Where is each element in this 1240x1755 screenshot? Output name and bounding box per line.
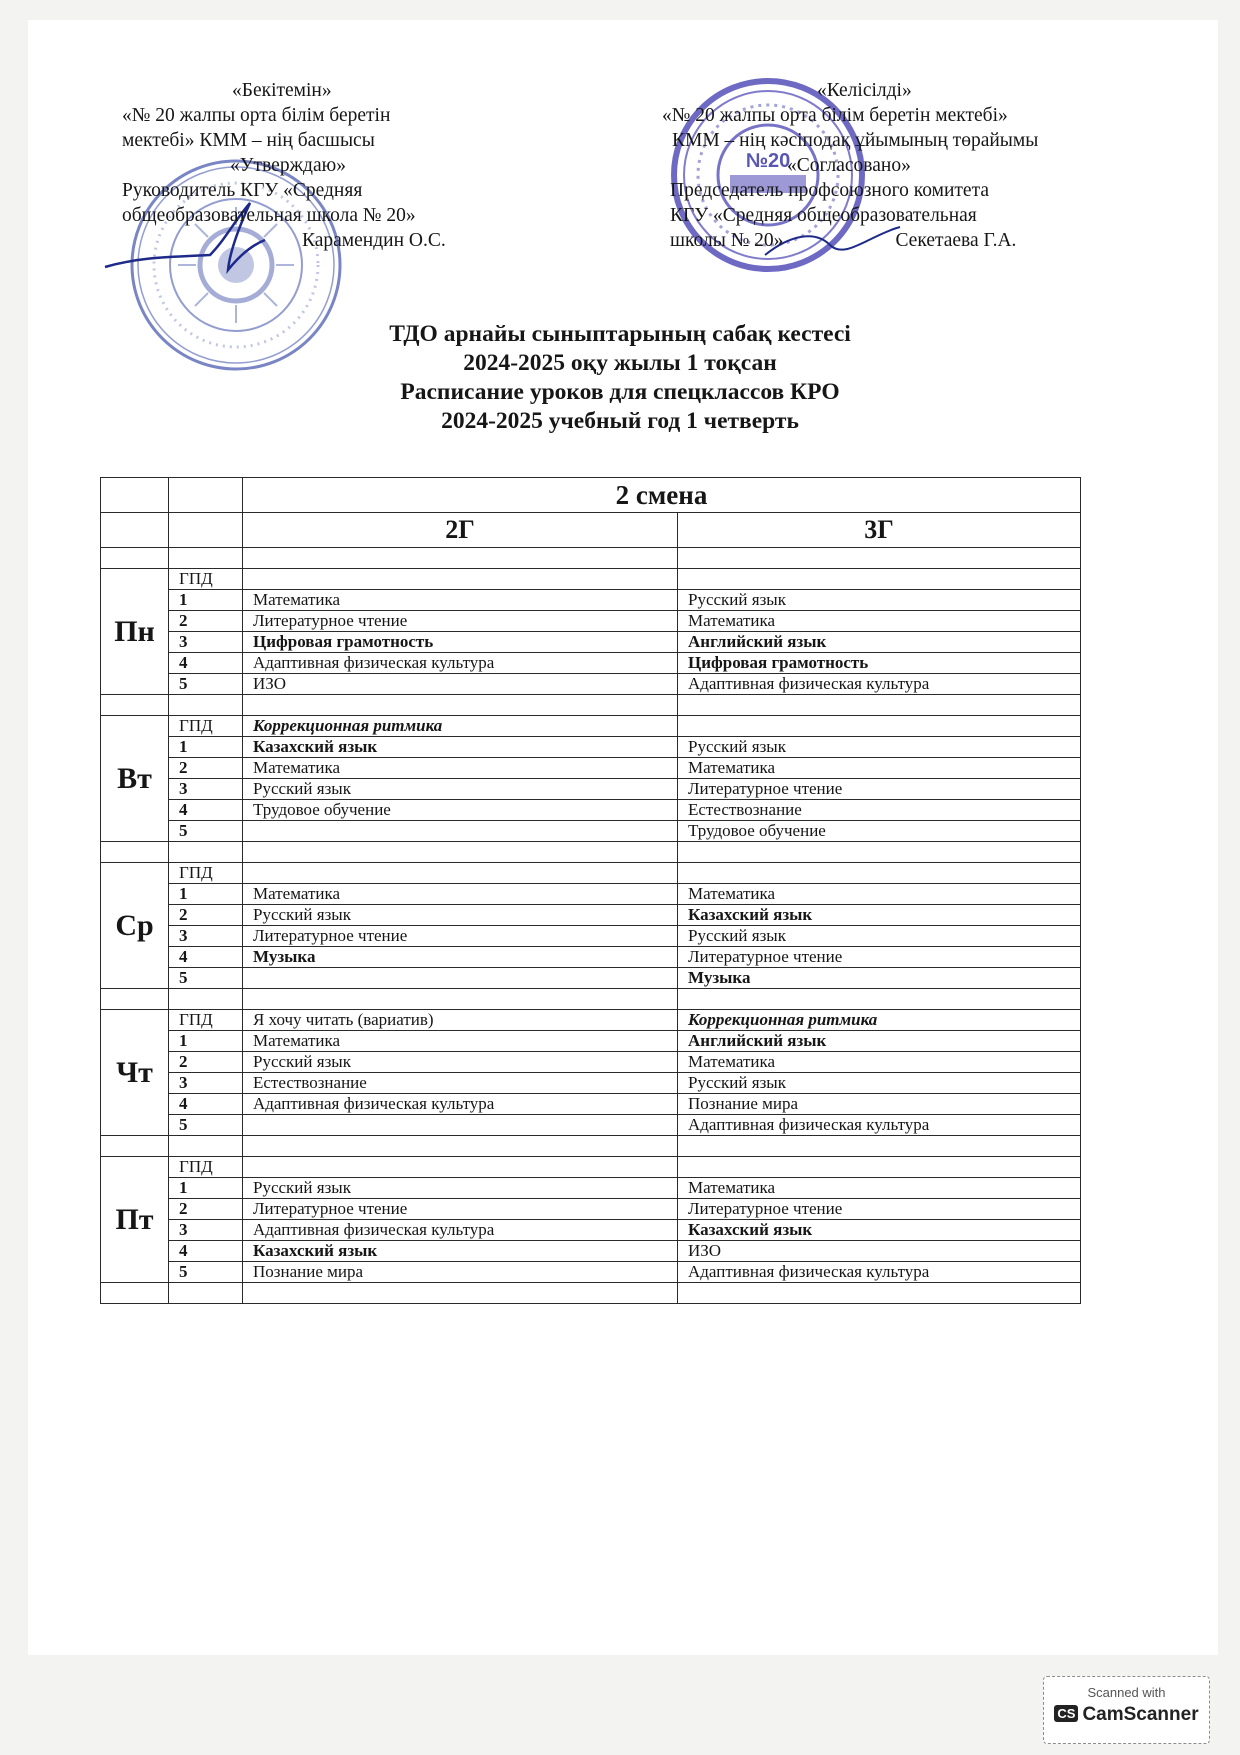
day-label: Пн: [101, 569, 169, 695]
spacer-cell: [678, 842, 1081, 863]
camscanner-logo-icon: CS: [1054, 1705, 1078, 1722]
spacer-cell: [678, 989, 1081, 1010]
spacer-row: [101, 989, 1081, 1010]
day-label: Чт: [101, 1010, 169, 1136]
lesson-2g: [243, 968, 678, 989]
lesson-2g: Математика: [243, 884, 678, 905]
header-blank-cell: [101, 513, 169, 548]
spacer-cell: [243, 1136, 678, 1157]
lesson-number: 1: [169, 1031, 243, 1052]
lesson-2g: [243, 1157, 678, 1178]
lesson-2g: Литературное чтение: [243, 926, 678, 947]
lesson-number: 3: [169, 779, 243, 800]
spacer-cell: [169, 1136, 243, 1157]
lesson-number: 1: [169, 1178, 243, 1199]
lesson-row: [101, 1010, 1081, 1031]
lesson-3g: Трудовое обучение: [678, 821, 1081, 842]
lesson-2g: [243, 863, 678, 884]
title-line-4: 2024-2025 учебный год 1 четверть: [441, 408, 799, 434]
camscanner-badge: [1043, 1676, 1210, 1744]
lesson-row: [101, 653, 1081, 674]
spacer-cell: [243, 548, 678, 569]
lesson-number: 5: [169, 821, 243, 842]
lesson-2g: Литературное чтение: [243, 1199, 678, 1220]
lesson-number: ГПД: [169, 716, 243, 737]
lesson-3g: Литературное чтение: [678, 947, 1081, 968]
lesson-row: [101, 1094, 1081, 1115]
spacer-row: [101, 842, 1081, 863]
spacer-cell: [678, 1283, 1081, 1304]
spacer-cell: [169, 989, 243, 1010]
lesson-3g: Музыка: [678, 968, 1081, 989]
lesson-number: 4: [169, 800, 243, 821]
camscanner-brand: [1044, 1704, 1209, 1726]
lesson-number: 5: [169, 1115, 243, 1136]
class-header-2g: 2Г: [243, 513, 678, 548]
lesson-2g: Я хочу читать (вариатив): [243, 1010, 678, 1031]
spacer-cell: [101, 695, 169, 716]
lesson-row: [101, 1241, 1081, 1262]
lesson-row: [101, 590, 1081, 611]
approval-left-signatory: Карамендин О.С.: [302, 230, 446, 251]
approval-right-line-6: КГУ «Средняя общеобразовательная: [670, 205, 977, 226]
lesson-3g: Русский язык: [678, 737, 1081, 758]
lesson-number: 4: [169, 1094, 243, 1115]
lesson-number: 1: [169, 590, 243, 611]
lesson-row: [101, 884, 1081, 905]
lesson-number: 5: [169, 968, 243, 989]
header-blank-cell: [169, 478, 243, 513]
lesson-2g: Русский язык: [243, 1052, 678, 1073]
lesson-row: [101, 611, 1081, 632]
lesson-2g: Коррекционная ритмика: [243, 716, 678, 737]
lesson-row: [101, 947, 1081, 968]
lesson-3g: Литературное чтение: [678, 779, 1081, 800]
approval-left-line-2: «№ 20 жалпы орта білім беретін: [122, 105, 391, 126]
approval-block-right: [662, 78, 1038, 253]
lesson-3g: Казахский язык: [678, 905, 1081, 926]
approval-right-signatory: Секетаева Г.А.: [895, 230, 1017, 251]
schedule-body: [101, 478, 1081, 1304]
lesson-2g: [243, 1115, 678, 1136]
lesson-number: 5: [169, 674, 243, 695]
approval-right-line-2: «№ 20 жалпы орта білім беретін мектебі»: [662, 105, 1008, 126]
title-line-1: ТДО арнайы сыныптарының сабақ кестесі: [389, 321, 851, 347]
approval-right-line-4: «Согласовано»: [787, 155, 911, 176]
lesson-number: 3: [169, 632, 243, 653]
lesson-number: 3: [169, 1073, 243, 1094]
lesson-row: [101, 1052, 1081, 1073]
lesson-row: [101, 1178, 1081, 1199]
lesson-3g: Русский язык: [678, 1073, 1081, 1094]
lesson-number: 2: [169, 1052, 243, 1073]
lesson-number: 2: [169, 611, 243, 632]
lesson-2g: Казахский язык: [243, 1241, 678, 1262]
lesson-2g: Русский язык: [243, 1178, 678, 1199]
spacer-cell: [169, 842, 243, 863]
lesson-row: [101, 800, 1081, 821]
lesson-2g: Трудовое обучение: [243, 800, 678, 821]
spacer-cell: [678, 548, 1081, 569]
spacer-cell: [101, 1283, 169, 1304]
lesson-number: 1: [169, 884, 243, 905]
lesson-2g: Русский язык: [243, 905, 678, 926]
lesson-2g: Математика: [243, 1031, 678, 1052]
lesson-2g: Познание мира: [243, 1262, 678, 1283]
spacer-cell: [101, 548, 169, 569]
lesson-number: 4: [169, 947, 243, 968]
lesson-3g: Цифровая грамотность: [678, 653, 1081, 674]
lesson-3g: Математика: [678, 884, 1081, 905]
lesson-row: [101, 1115, 1081, 1136]
lesson-row: [101, 716, 1081, 737]
day-label: Вт: [101, 716, 169, 842]
document-title: [0, 320, 1240, 436]
lesson-2g: Адаптивная физическая культура: [243, 1094, 678, 1115]
lesson-number: 4: [169, 1241, 243, 1262]
schedule-table: [100, 477, 1081, 1304]
lesson-3g: Адаптивная физическая культура: [678, 1115, 1081, 1136]
lesson-3g: Английский язык: [678, 1031, 1081, 1052]
lesson-2g: Адаптивная физическая культура: [243, 1220, 678, 1241]
lesson-number: 3: [169, 1220, 243, 1241]
camscanner-top-text: Scanned with: [1087, 1685, 1166, 1700]
lesson-3g: Математика: [678, 1052, 1081, 1073]
lesson-row: [101, 632, 1081, 653]
lesson-row: [101, 737, 1081, 758]
approval-left-line-6: общеобразовательная школа № 20»: [122, 205, 416, 226]
spacer-row: [101, 1136, 1081, 1157]
lesson-3g: Математика: [678, 758, 1081, 779]
approval-left-line-5: Руководитель КГУ «Средняя: [122, 180, 363, 201]
spacer-cell: [243, 1283, 678, 1304]
spacer-cell: [101, 842, 169, 863]
spacer-cell: [243, 989, 678, 1010]
approval-right-line-7: [662, 228, 1038, 253]
lesson-number: 2: [169, 1199, 243, 1220]
header-blank-cell: [101, 478, 169, 513]
shift-header-row: [101, 478, 1081, 513]
lesson-3g: Русский язык: [678, 590, 1081, 611]
title-line-3: Расписание уроков для спецклассов КРО: [400, 379, 840, 405]
approval-left-line-3: мектебі» КММ – нің басшысы: [122, 130, 375, 151]
lesson-number: ГПД: [169, 1157, 243, 1178]
spacer-cell: [169, 695, 243, 716]
lesson-3g: Адаптивная физическая культура: [678, 674, 1081, 695]
lesson-2g: [243, 821, 678, 842]
lesson-number: ГПД: [169, 863, 243, 884]
spacer-cell: [169, 1283, 243, 1304]
lesson-row: [101, 1031, 1081, 1052]
lesson-3g: Познание мира: [678, 1094, 1081, 1115]
spacer-cell: [678, 1136, 1081, 1157]
lesson-number: 2: [169, 905, 243, 926]
lesson-2g: [243, 569, 678, 590]
shift-header: 2 смена: [243, 478, 1081, 513]
lesson-row: [101, 1262, 1081, 1283]
lesson-number: 2: [169, 758, 243, 779]
lesson-row: [101, 968, 1081, 989]
spacer-cell: [101, 1136, 169, 1157]
approval-right-line-1: «Келісілді»: [817, 80, 912, 101]
lesson-number: 3: [169, 926, 243, 947]
approval-right-line-3: КММ – нің кәсіподақ ұйымының төрайымы: [672, 130, 1039, 151]
header-blank-cell: [169, 513, 243, 548]
lesson-row: [101, 1073, 1081, 1094]
lesson-row: [101, 926, 1081, 947]
lesson-3g: [678, 716, 1081, 737]
spacer-cell: [101, 989, 169, 1010]
day-label: Ср: [101, 863, 169, 989]
lesson-number: 1: [169, 737, 243, 758]
lesson-row: [101, 569, 1081, 590]
lesson-2g: Литературное чтение: [243, 611, 678, 632]
title-line-2: 2024-2025 оқу жылы 1 тоқсан: [463, 350, 777, 376]
day-label: Пт: [101, 1157, 169, 1283]
lesson-3g: Английский язык: [678, 632, 1081, 653]
lesson-2g: Русский язык: [243, 779, 678, 800]
lesson-number: 4: [169, 653, 243, 674]
approval-right-line-5: Председатель профсоюзного комитета: [670, 180, 989, 201]
lesson-2g: ИЗО: [243, 674, 678, 695]
class-header-row: [101, 513, 1081, 548]
lesson-number: ГПД: [169, 1010, 243, 1031]
camscanner-brand-text: CamScanner: [1082, 1704, 1199, 1725]
lesson-row: [101, 674, 1081, 695]
approval-left-line-4: «Утверждаю»: [230, 155, 346, 176]
lesson-3g: Литературное чтение: [678, 1199, 1081, 1220]
lesson-3g: Адаптивная физическая культура: [678, 1262, 1081, 1283]
lesson-2g: Математика: [243, 758, 678, 779]
lesson-row: [101, 821, 1081, 842]
lesson-row: [101, 863, 1081, 884]
lesson-2g: Адаптивная физическая культура: [243, 653, 678, 674]
lesson-number: 5: [169, 1262, 243, 1283]
lesson-2g: Естествознание: [243, 1073, 678, 1094]
class-header-3g: 3Г: [678, 513, 1081, 548]
spacer-row: [101, 1283, 1081, 1304]
lesson-row: [101, 905, 1081, 926]
lesson-number: ГПД: [169, 569, 243, 590]
spacer-cell: [243, 842, 678, 863]
lesson-3g: Коррекционная ритмика: [678, 1010, 1081, 1031]
lesson-row: [101, 1157, 1081, 1178]
lesson-2g: Цифровая грамотность: [243, 632, 678, 653]
spacer-cell: [169, 548, 243, 569]
lesson-2g: Математика: [243, 590, 678, 611]
approval-right-line-7-text: школы № 20»: [670, 230, 784, 251]
lesson-row: [101, 1199, 1081, 1220]
lesson-3g: Математика: [678, 1178, 1081, 1199]
spacer-cell: [678, 695, 1081, 716]
approval-left-line-1: «Бекітемін»: [232, 80, 332, 101]
lesson-3g: Естествознание: [678, 800, 1081, 821]
lesson-2g: Музыка: [243, 947, 678, 968]
spacer-cell: [243, 695, 678, 716]
lesson-row: [101, 1220, 1081, 1241]
lesson-3g: [678, 1157, 1081, 1178]
lesson-3g: ИЗО: [678, 1241, 1081, 1262]
lesson-row: [101, 779, 1081, 800]
lesson-row: [101, 758, 1081, 779]
spacer-row: [101, 695, 1081, 716]
lesson-3g: Русский язык: [678, 926, 1081, 947]
lesson-3g: Казахский язык: [678, 1220, 1081, 1241]
lesson-2g: Казахский язык: [243, 737, 678, 758]
seal-right-text: №20: [745, 150, 791, 172]
approval-block-left: [122, 78, 446, 253]
lesson-3g: [678, 569, 1081, 590]
spacer-row: [101, 548, 1081, 569]
lesson-3g: [678, 863, 1081, 884]
lesson-3g: Математика: [678, 611, 1081, 632]
